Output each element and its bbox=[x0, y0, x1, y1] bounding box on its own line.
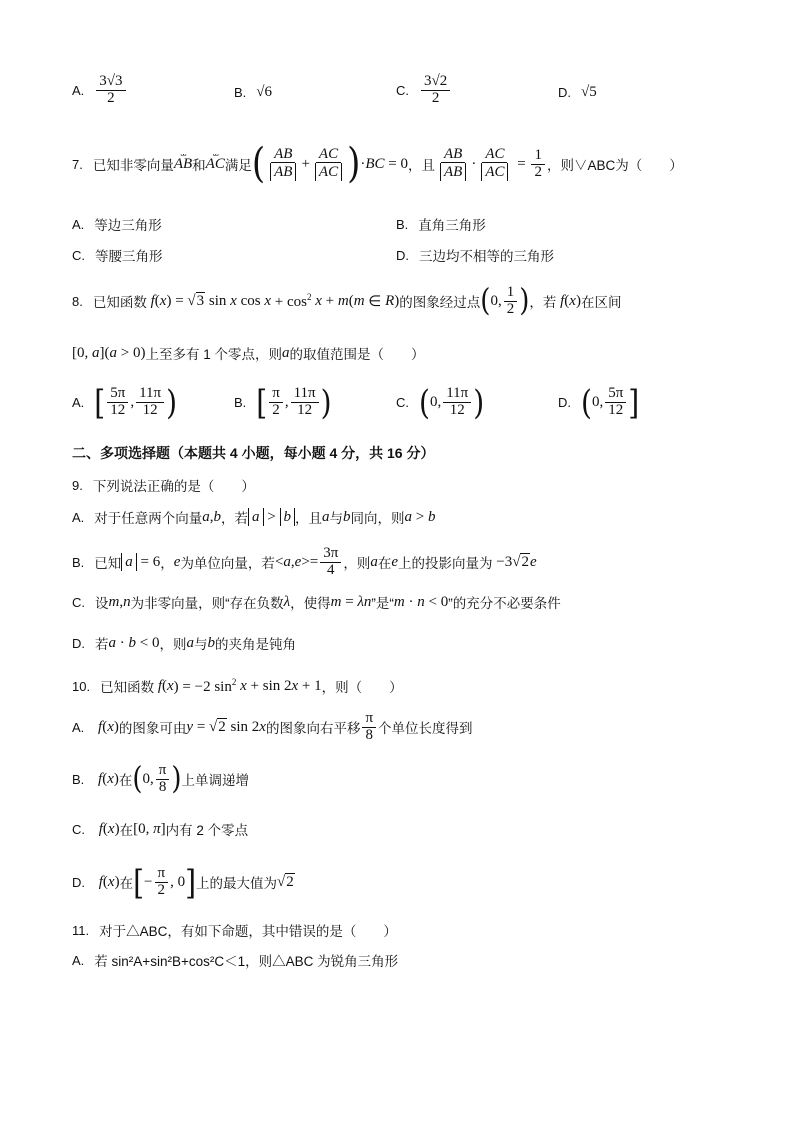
q10-option-a[interactable]: A. f ( x ) 的图象可由 y = √2 sin 2 x 的图象向右平移 $\frac{\pi}{8}$ 个单位长度得到 bbox=[72, 709, 473, 743]
option-label: C. bbox=[396, 82, 409, 98]
fraction: $\frac{1}{2}$ bbox=[504, 285, 518, 318]
q10-stem: 10. 已知函数 f ( x ) = −2 $\sin^2$ x + sin 2 x + 1 ，则（ ） bbox=[72, 676, 403, 695]
fraction: $\frac{3√3}{2}$ bbox=[96, 74, 125, 107]
q6-option-c[interactable] bbox=[396, 74, 452, 107]
fraction: $\frac{AC}{AC}$ bbox=[478, 147, 511, 182]
q7-option-c[interactable]: C. 等腰三角形 bbox=[72, 247, 163, 264]
q11-option-a[interactable]: A. 若 sin²A+sin²B+cos²C＜1，则△ABC 为锐角三角形 bbox=[72, 952, 399, 969]
q7-option-d[interactable]: D. 三边均不相等的三角形 bbox=[396, 247, 554, 264]
q11-stem: 11. 对于△ABC，有如下命题，其中错误的是（ ） bbox=[72, 922, 397, 939]
option-label: D. bbox=[558, 85, 571, 100]
fraction: $\frac{3√2}{2}$ bbox=[421, 74, 450, 107]
fraction: $\frac{AB}{AB}$ bbox=[267, 147, 299, 182]
q8-stem: 8. 已知函数 f ( x ) = √3 sin x cos x + $\cos^2$ x + m ( m ∈ R ) 的图象经过点 ( 0, $\frac{1}{2}$ ) ，若 f ( x ) 在区间 bbox=[72, 283, 622, 319]
q8-stem-line2: [0, a ]( a > 0) 上至多有 1 个零点，则 a 的取值范围是（ ） bbox=[72, 344, 425, 362]
q6-option-a[interactable] bbox=[72, 74, 128, 107]
q10-option-d[interactable]: D. f ( x ) 在 [ − $\frac{\pi}{2}$ , 0 ] 上的最大值为 √2 bbox=[72, 862, 294, 902]
section-heading: 二、多项选择题（本题共 4 小题，每小题 4 分，共 16 分） bbox=[72, 445, 435, 461]
q9-stem: 9. 下列说法正确的是（ ） bbox=[72, 477, 255, 494]
q6-option-d[interactable]: D. √5 bbox=[558, 84, 597, 100]
q9-option-c[interactable]: C. 设 m , n 为非零向量，则“存在负数 λ ，使得 m = λn ”是“ m · n < 0 ”的充分不必要条件 bbox=[72, 593, 561, 611]
q9-option-b[interactable]: B. 已知 a = 6 ， e 为单位向量，若 < a , e >= $\frac{3\pi}{4}$ ，则 a 在 e 上的投影向量为 −3√2 e bbox=[72, 544, 537, 578]
q9-option-d[interactable]: D. 若 a · b < 0 ，则 a 与 b 的夹角是钝角 bbox=[72, 634, 296, 652]
option-label: A. bbox=[72, 82, 85, 98]
fraction: $\frac{AB}{AB}$ bbox=[437, 147, 469, 182]
fraction: $\frac{1}{2}$ bbox=[531, 148, 545, 181]
q7-option-a[interactable]: A. 等边三角形 bbox=[72, 216, 162, 233]
q7-option-b[interactable]: B. 直角三角形 bbox=[396, 216, 486, 233]
q10-option-c[interactable]: C. f ( x ) 在 [0, π ] 内有 2 个零点 bbox=[72, 820, 249, 838]
q9-option-a[interactable]: A. 对于任意两个向量 a , b ，若 a > b ，且 a 与 b 同向，则 a > b bbox=[72, 508, 436, 526]
q6-option-b[interactable]: B. √6 bbox=[234, 84, 273, 100]
q8-option-d[interactable]: D. ( 0, $\frac{5\pi}{12}$ ] bbox=[558, 382, 640, 423]
q8-option-b[interactable]: B. [ $\frac{\pi}{2}$ , $\frac{11\pi}{12}$ ) bbox=[234, 382, 332, 423]
q8-option-a[interactable]: A. [ $\frac{5\pi}{12}$ , $\frac{11\pi}{12}$ ) bbox=[72, 382, 178, 423]
q10-option-b[interactable]: B. f ( x ) 在 ( 0, $\frac{\pi}{8}$ ) 上单调递增 bbox=[72, 761, 250, 797]
option-label: B. bbox=[234, 85, 247, 100]
q7-stem: 7. 已知非零向量 ⎵⎵ AB 和 ⎵⎵ AC 满足 ( $\frac{AB}{AB}$ + $\frac{AC}{AC}$ ) · BC = 0 ，且 $\frac{AB}{AB}$ · $\frac{AC}{AC}$ = $\frac{1}{2}$ ，则∨ABC为（ ） bbox=[72, 140, 683, 188]
fraction: $\frac{AC}{AC}$ bbox=[312, 147, 345, 182]
q8-option-c[interactable]: C. ( 0, $\frac{11\pi}{12}$ ) bbox=[396, 382, 485, 423]
